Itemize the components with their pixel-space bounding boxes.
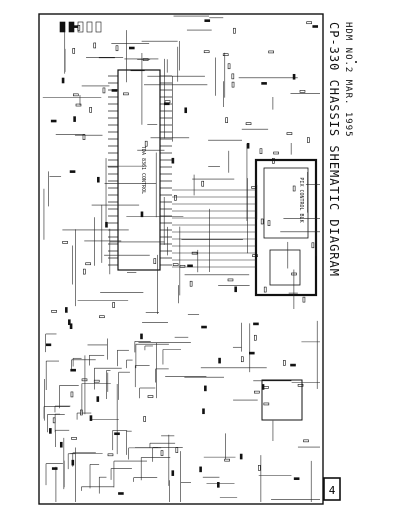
page-number: 4 [328,484,336,497]
title-block [327,22,353,277]
mark-dot [355,61,357,63]
pix-control-block [256,160,316,295]
page-number-box [324,478,340,500]
ic-lower-right [262,380,302,420]
main-ic [108,70,172,270]
sheet-frame [39,14,323,504]
ic-label: TDA 8361 CONTROL [140,145,146,195]
diagram-title: CP-330 CHASSIS SHEMATIC DIAGRAM [327,22,341,277]
block-label-pix: PIX CONTROL BLK [298,177,304,223]
diagram-revision: HDM NO.2 MAR. 1995 [343,22,353,138]
